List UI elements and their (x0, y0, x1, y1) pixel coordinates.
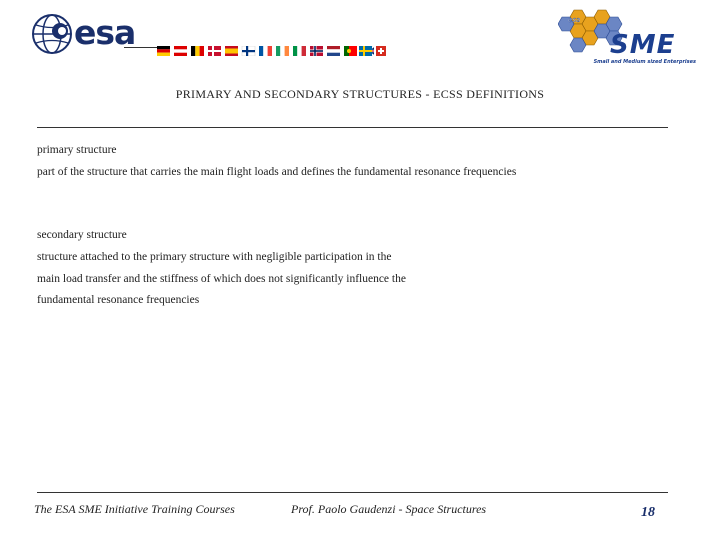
sme-logo (558, 4, 698, 74)
member-state-flags-2 (359, 46, 399, 56)
svg-text:esa: esa (568, 16, 581, 24)
definition-text-primary: part of the structure that carries the main flight loads and defines the fundamental resonance frequencies (37, 166, 517, 178)
definition-line: fundamental resonance frequencies (37, 294, 200, 306)
page-number: 18 (641, 505, 655, 520)
definition-line: structure attached to the primary structure with negligible participation in the (37, 251, 392, 263)
footer-author: Prof. Paolo Gaudenzi - Space Structures (291, 502, 487, 516)
definition-line: main load transfer and the stiffness of which does not significantly influence the (37, 272, 406, 285)
definition-term-primary: primary structure (37, 144, 117, 156)
footer-divider (37, 492, 668, 493)
sme-tagline: Small and Medium sized Enterprises (593, 59, 696, 65)
definition-term-secondary: secondary structure (37, 229, 127, 241)
footer-course-title: The ESA SME Initiative Training Courses (34, 502, 235, 516)
esa-globe-icon (30, 12, 74, 56)
member-state-flags (157, 46, 387, 56)
slide-title: PRIMARY AND SECONDARY STRUCTURES - ECSS DEFINITIONS (175, 87, 545, 101)
definition-text-secondary (37, 247, 406, 312)
flag-divider (124, 47, 158, 48)
sme-wordmark: SME (610, 30, 676, 60)
esa-wordmark: esa (74, 13, 136, 52)
title-divider (37, 127, 668, 128)
